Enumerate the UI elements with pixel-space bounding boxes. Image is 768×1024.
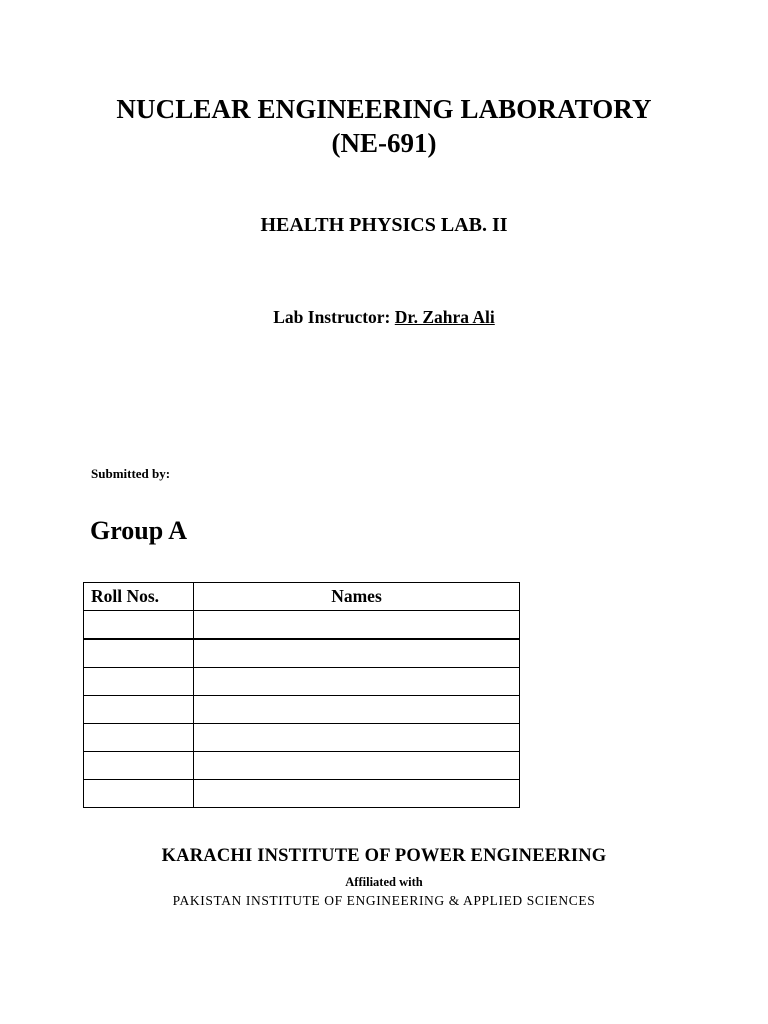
- roll-nos-header: Roll Nos.: [84, 583, 194, 611]
- table-header-row: [84, 583, 520, 611]
- roll-no-cell: [84, 668, 194, 696]
- roll-no-cell: [84, 780, 194, 808]
- affiliated-label: Affiliated with: [345, 875, 423, 889]
- instructor-line: [0, 307, 768, 328]
- name-cell: [194, 668, 520, 696]
- name-cell: [194, 639, 520, 668]
- university-name: PAKISTAN INSTITUTE OF ENGINEERING & APPLIED SCIENCES: [172, 893, 596, 908]
- institute-name: KARACHI INSTITUTE OF POWER ENGINEERING: [161, 846, 607, 866]
- lab-subtitle: HEALTH PHYSICS LAB. II: [260, 214, 508, 236]
- roll-no-cell: [84, 611, 194, 640]
- table-row: [84, 639, 520, 668]
- name-cell: [194, 696, 520, 724]
- roll-no-cell: [84, 724, 194, 752]
- roll-names-table: [83, 582, 520, 808]
- group-heading: Group A: [90, 516, 188, 545]
- table-row: [84, 611, 520, 640]
- name-cell: [194, 752, 520, 780]
- page-title: NUCLEAR ENGINEERING LABORATORY: [116, 94, 652, 124]
- name-cell: [194, 611, 520, 640]
- roll-no-cell: [84, 639, 194, 668]
- instructor-name: Dr. Zahra Ali: [394, 307, 495, 327]
- table-row: [84, 668, 520, 696]
- names-header: Names: [194, 583, 520, 611]
- course-code: (NE-691): [331, 128, 437, 158]
- name-cell: [194, 780, 520, 808]
- table-row: [84, 752, 520, 780]
- table-row: [84, 696, 520, 724]
- table-row: [84, 724, 520, 752]
- roll-no-cell: [84, 696, 194, 724]
- roll-no-cell: [84, 752, 194, 780]
- instructor-label: Lab Instructor:: [273, 307, 391, 327]
- table-row: [84, 780, 520, 808]
- name-cell: [194, 724, 520, 752]
- submitted-by-label: Submitted by:: [91, 466, 171, 481]
